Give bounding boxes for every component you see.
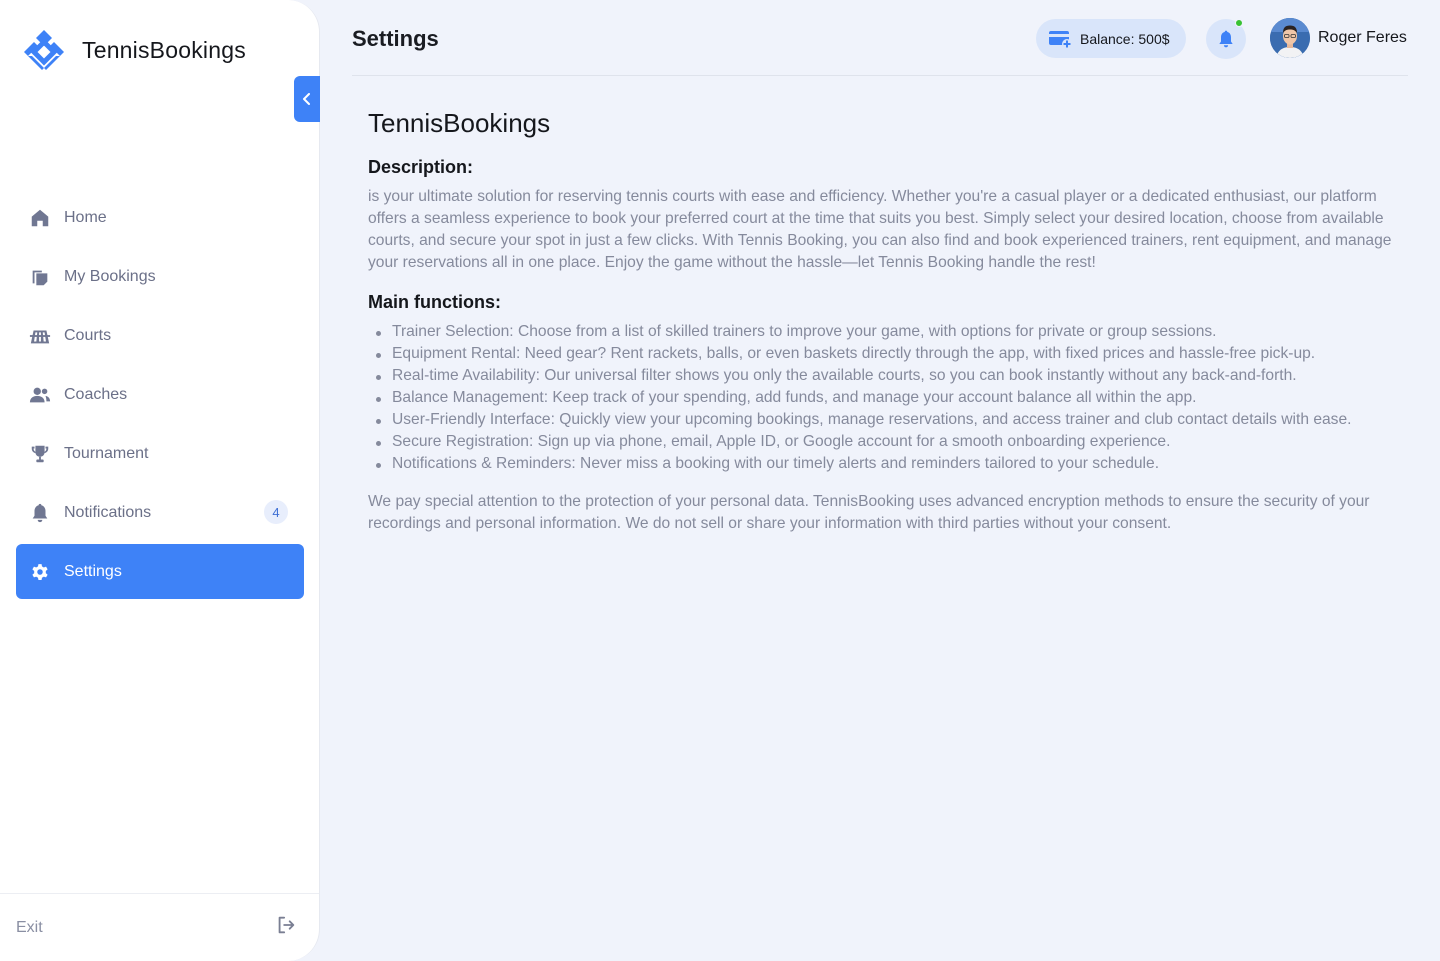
logo[interactable] [20, 26, 246, 74]
functions-list [368, 321, 1398, 475]
about-title: TennisBookings [368, 108, 551, 138]
sidebar-item-my-bookings[interactable] [16, 249, 304, 304]
sidebar-item-label: Notifications [64, 503, 152, 521]
list-item: User-Friendly Interface: Quickly view your upcoming bookings, manage reservations, and access trainer and club contact details with ease. [368, 409, 1398, 431]
sidebar-item-home[interactable] [16, 190, 304, 245]
sidebar [0, 0, 320, 961]
bookings-icon [28, 265, 52, 289]
list-item: Secure Registration: Sign up via phone, email, Apple ID, or Google account for a smooth onboarding experience. [368, 431, 1398, 453]
logo-icon [20, 26, 68, 74]
sidebar-item-label: My Bookings [64, 267, 156, 285]
list-item: Equipment Rental: Need gear? Rent rackets, balls, or even baskets directly through the app, with fixed prices and hassle-free pick-up. [368, 343, 1398, 365]
sidebar-item-label: Courts [64, 326, 112, 344]
sidebar-item-tournament[interactable] [16, 426, 304, 481]
sidebar-item-notifications[interactable] [16, 485, 304, 540]
sidebar-item-label: Tournament [64, 444, 149, 462]
court-icon [28, 324, 52, 348]
sidebar-item-settings[interactable] [16, 544, 304, 599]
settings-content [368, 108, 1398, 535]
sidebar-item-label: Home [64, 208, 107, 226]
sidebar-collapse-button[interactable] [294, 76, 320, 122]
functions-heading: Main functions: [368, 292, 501, 312]
logout-icon[interactable] [275, 914, 297, 941]
balance-value: Balance: 500$ [1080, 30, 1170, 47]
bell-icon [28, 501, 52, 525]
wallet-add-icon [1048, 29, 1072, 49]
description-text: is your ultimate solution for reserving tennis courts with ease and efficiency. Whether you're a casual player or a dedicated enthusiast, our platform offers a seamless experience to book your preferred court at the time that suits you best. Simply select your desired location, choose from available courts, and secure your spot in just a few clicks. With Tennis Booking, you can also find and book experienced trainers, rent equipment, and manage your reservations all in one place. Enjoy the game without the hassle—let Tennis Booking handle the rest! [368, 188, 1392, 271]
privacy-text: We pay special attention to the protection of your personal data. TennisBooking uses advanced encryption methods to ensure the security of your recordings and personal information. We do not sell or share your information with third parties without your consent. [368, 493, 1370, 532]
notification-dot [1235, 19, 1243, 27]
users-icon [28, 383, 52, 407]
user-menu[interactable] [1270, 18, 1407, 58]
sidebar-nav [16, 190, 304, 603]
chevron-left-icon [301, 93, 313, 105]
sidebar-footer [0, 893, 319, 961]
sidebar-item-coaches[interactable] [16, 367, 304, 422]
notification-count-badge: 4 [264, 500, 288, 524]
home-icon [28, 206, 52, 230]
balance-button[interactable] [1036, 19, 1186, 58]
list-item: Trainer Selection: Choose from a list of skilled trainers to improve your game, with options for private or group sessions. [368, 321, 1398, 343]
top-bar [352, 0, 1408, 76]
sidebar-item-label: Settings [64, 562, 122, 580]
trophy-icon [28, 442, 52, 466]
avatar [1270, 18, 1310, 58]
user-name: Roger Feres [1318, 29, 1407, 46]
brand-name: TennisBookings [82, 36, 246, 63]
sidebar-item-label: Coaches [64, 385, 128, 403]
notifications-button[interactable] [1206, 19, 1246, 59]
page-title: Settings [352, 26, 439, 51]
list-item: Balance Management: Keep track of your spending, add funds, and manage your account balance all within the app. [368, 387, 1398, 409]
sidebar-item-courts[interactable] [16, 308, 304, 363]
gear-icon [28, 560, 52, 584]
list-item: Notifications & Reminders: Never miss a booking with our timely alerts and reminders tailored to your schedule. [368, 453, 1398, 475]
bell-icon [1216, 29, 1236, 49]
list-item: Real-time Availability: Our universal filter shows you only the available courts, so you can book instantly without any back-and-forth. [368, 365, 1398, 387]
description-heading: Description: [368, 157, 474, 177]
exit-label[interactable]: Exit [16, 918, 43, 936]
